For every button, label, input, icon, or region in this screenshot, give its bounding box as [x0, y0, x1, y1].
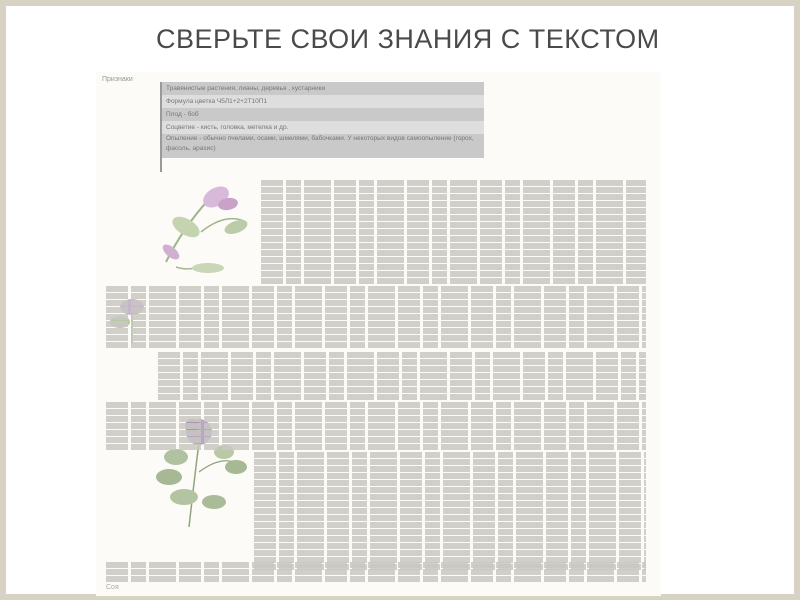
paragraph-bean-family: [158, 352, 646, 401]
slide-title: СВЕРЬТЕ СВОИ ЗНАНИЯ С ТЕКСТОМ: [156, 24, 660, 54]
paragraph-bean-continued: [106, 402, 646, 451]
paragraph-legume-continued: [106, 286, 646, 349]
table-header-label: Признаки: [102, 76, 133, 83]
table-row: Формула цветка Ч5Л1+2+2Т10П1: [162, 95, 484, 108]
section-label-soy: Соя: [106, 584, 119, 591]
paragraph-clover: [254, 452, 646, 571]
pea-flower-illustration: [146, 172, 256, 287]
table-row: Плод - боб: [162, 108, 484, 121]
features-table: [160, 82, 484, 172]
table-row: Травянистые растения, лианы, деревья , кустарники: [162, 82, 484, 95]
table-row: Опыление - обычно пчелами, осами, шмелями, бабочками. У некоторых видов самоопыление (горох, фасоль, арахис): [162, 134, 484, 158]
textbook-page-scan: [96, 72, 661, 596]
table-row: Соцветие - кисть, головка, метелка и др.: [162, 121, 484, 134]
paragraph-legume-intro: [261, 180, 646, 285]
paragraph-clover-continued: [106, 562, 646, 583]
